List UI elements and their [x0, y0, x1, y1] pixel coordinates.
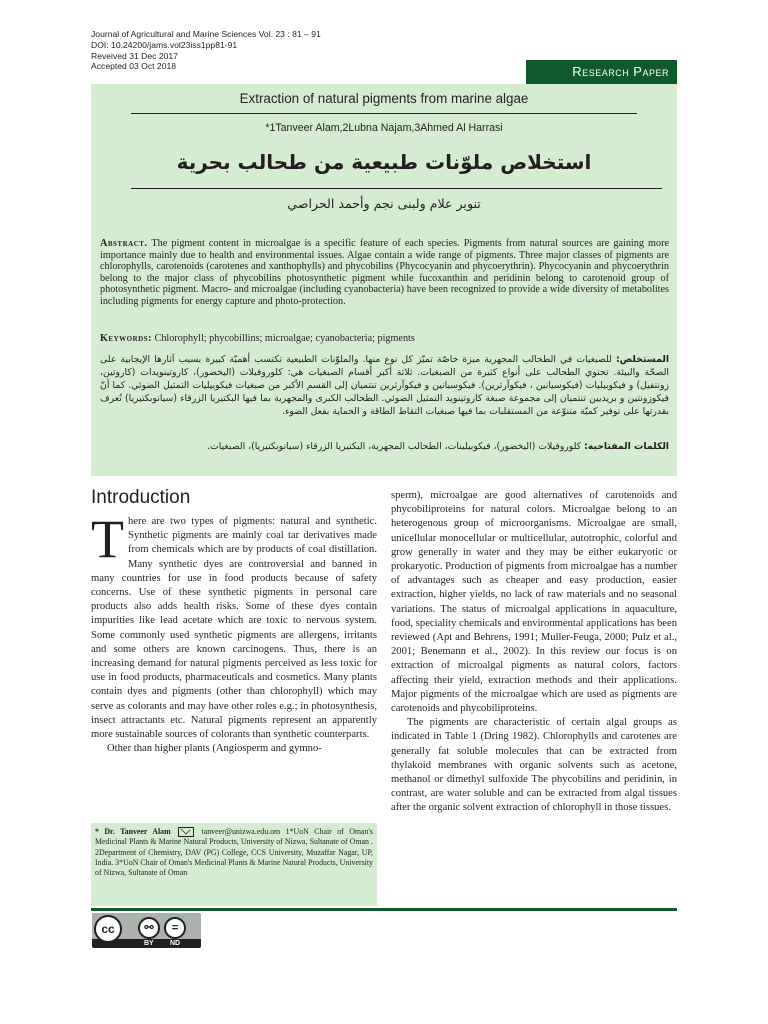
journal-meta	[91, 29, 321, 72]
keywords-text: Chlorophyll; phycobillins; microalgae; cyanobacteria; pigments	[152, 333, 415, 344]
badge-label: Research Paper	[572, 64, 669, 79]
intro-paragraph-1: here are two types of pigments: natural and synthetic. Synthetic pigments are mainly coal tar derivatives made from chemicals which are by products of coal distillation. Many synthetic dyes are controversial and banned in many countries for use in food products because of safety concerns. Use of these synthetic pigments in personal care products also adds health risks. Some of these dyes contain impurities like lead acetate which are toxic to nervous system. Some commonly used synthetic pigments are allergens, irritants and some others are known carcinogens. Thus, there is an increasing demand for natural pigments perceived as less toxic for use in food products, pharmaceuticals and cosmetics. Many plants contain dyes and pigments (other than chlorophyll) which may serve as colorants and may have other roles e.g.; in photosynthesis, insect attractants etc. Natural pigments represent an apparently more sustainable sources of colorants than synthetic counterparts.	[91, 516, 377, 741]
nd-label: ND	[170, 940, 181, 947]
cc-icon: cc	[94, 915, 122, 943]
arabic-title: استخلاص ملوّنات طبيعية من طحالب بحرية	[176, 150, 592, 174]
author-list: *1Tanveer Alam,2Lubna Najam,3Ahmed Al Harrasi	[265, 122, 503, 134]
corresponding-author: * Dr. Tanveer Alam	[95, 827, 171, 836]
abstract-text: The pigment content in microalgae is a specific feature of each species. Pigments from natural sources are gaining more importance mainly due to health and environmental issues. Algae contain a wide range of pigments. Three major classes of pigments are chlorophylls, carotenoids (carotenes and xanthophylls) and phycobilins (Phycocyanin and phycoerythrin). Phycocyanin and phycoerythrin belong to the major class of phycobilins photosynthetic pigment while fucoxanthin and peridinin belong to carotenoid group of photosynthetic pigment. Macro- and microalgae (including cyanobacteria) have been recognized to provide a wide diversity of metabolites including pigments for energy capture and photo-protection.	[100, 238, 669, 307]
affiliations: 1*UoN Chair of Oman's Medicinal Plants & Marine Natural Products, University of Nizwa, Sultanate of Oman . 2Department of Chemistry, DAV (PG) College, CCS University, Muzaffar Nagar, UP, India. 3*UoN Chair of Oman's Medicinal Plants & Marine Natural Products, University of Nizwa, Sultanate of Oman	[95, 827, 373, 878]
arabic-keywords	[100, 440, 669, 453]
author-email[interactable]: tanveer@unizwa.edu.om	[201, 827, 281, 836]
body-column-left	[91, 509, 377, 756]
journal-citation: Journal of Agricultural and Marine Sciences Vol. 23 : 81 – 91	[91, 29, 321, 39]
arabic-abstract	[100, 353, 669, 418]
cc-license-badge[interactable]	[92, 913, 201, 948]
section-heading-introduction: Introduction	[91, 487, 191, 508]
keywords	[100, 333, 669, 345]
arabic-abstract-label: المستخلص:	[615, 354, 669, 365]
drop-cap: T	[91, 509, 124, 569]
col2-paragraph-2: The pigments are characteristic of certain algal groups as indicated in Table 1 (Dring 1982). Chlorophylls and carotenes are generally fat soluble molecules that can be extracted from thylakoid membranes with organic solvents such as acetone, methanol or dimethyl sulfoxide The phycobilins and peridinin, in contrast, are water soluble and can be extracted from algal tissues after the organic solvent extraction of chlorophyll in those tissues.	[391, 717, 677, 814]
arabic-keywords-text: كلوروفيلات (اليخضور)، فيكوبيلينات، الطحالب المجهرية، البكتيريا الزرقاء (سيانوبكتيريا)، الصبغيات.	[207, 441, 585, 452]
abstract	[100, 238, 669, 307]
body-column-right	[391, 489, 677, 816]
paper-title: Extraction of natural pigments from marine algae	[239, 91, 529, 106]
doi: DOI: 10.24200/jams.vol23iss1pp81-91	[91, 39, 238, 50]
by-attribution-icon: ⚯	[138, 917, 160, 939]
no-derivatives-icon: =	[164, 917, 186, 939]
keywords-label: Keywords:	[100, 333, 152, 344]
title-divider	[131, 113, 637, 114]
received-date: Reveived 31 Dec 2017	[91, 50, 178, 61]
accepted-date: Accepted 03 Oct 2018	[91, 61, 177, 72]
envelope-icon	[178, 827, 194, 837]
arabic-author-list: تنوير علام ولبنى نجم وأحمد الحراصي	[287, 196, 481, 211]
by-label: BY	[144, 940, 154, 947]
col2-paragraph-1: sperm), microalgae are good alternatives of carotenoids and phycobiliproteins for natural colors. Microalgae belong to an heterogenous group of microorganisms. Microalgae are small, unicellular monocellular or multicellular, autotrophic, colorful and grow generally in water and they may be either eukaryotic or prokaryotic. Production of pigments from microalgae has a number of advantages such as cheaper and easy production, easier extraction, higher yields, no lack of raw materials and no seasonal variations. The status of microalgal applications in aquaculture, food, speciality chemicals and environmental applications has been reviewed (Apt and Behrens, 1991; Muller-Feuga, 2000; Pulz et al., 2001; Benemann et al., 2002). In this review our focus is on extraction of microalgal pigments as natural colors, factors affecting their yield, extraction methods and their applications. Major pigments of the microalgae which are used as pigments are carotenoids and phycobiliproteins.	[391, 490, 677, 715]
arabic-title-divider	[131, 188, 662, 189]
footer-divider	[91, 908, 677, 911]
arabic-abstract-text: للصبغيات في الطحالب المجهرية ميزة خاصّة تميّز كل نوع منها. والملوّنات الطبيعية تكتسب أهميّة كبيرة بسبب آثارها الإيجابية على الصحّة والبيئة. تحتوي الطحالب على أنواع كثيرة من الصبغيات. ثلاثة أكبر أقسام الصبغيات هي: كلوروفيلات (اليخضور)، كاروتينويدات (كاروتين، زونتفيل) و فيكوبيليات (فيكوسيانين ، فيكوآرثرين). فيكوسيانين و فيكوآرثرين تنتميان إلى القسم الأكبر من صبغيات فيكوبيليات التمثيل الضوئي. كما أنّ فيكوزونتين و بريديين تنتميان إلى مجموعة صبغة كاروتينويد التمثيل الضوئي. الطحالب الكبرى والمجهرية بما فيها البكتيريا الزرقاء (سيانوبكتيريا) تُعرف بقدرتها على توفير كميّة متنوّعة من المستقلبات بما فيها صبغيات التقاط الطاقة و الحماية بفعل الضوء.	[100, 354, 669, 417]
research-paper-badge	[526, 60, 677, 84]
abstract-label: Abstract.	[100, 238, 148, 249]
arabic-keywords-label: الكلمات المفتاحية:	[584, 441, 669, 452]
intro-paragraph-2: Other than higher plants (Angiosperm and gymno-	[107, 743, 322, 755]
author-footnote	[91, 823, 377, 906]
